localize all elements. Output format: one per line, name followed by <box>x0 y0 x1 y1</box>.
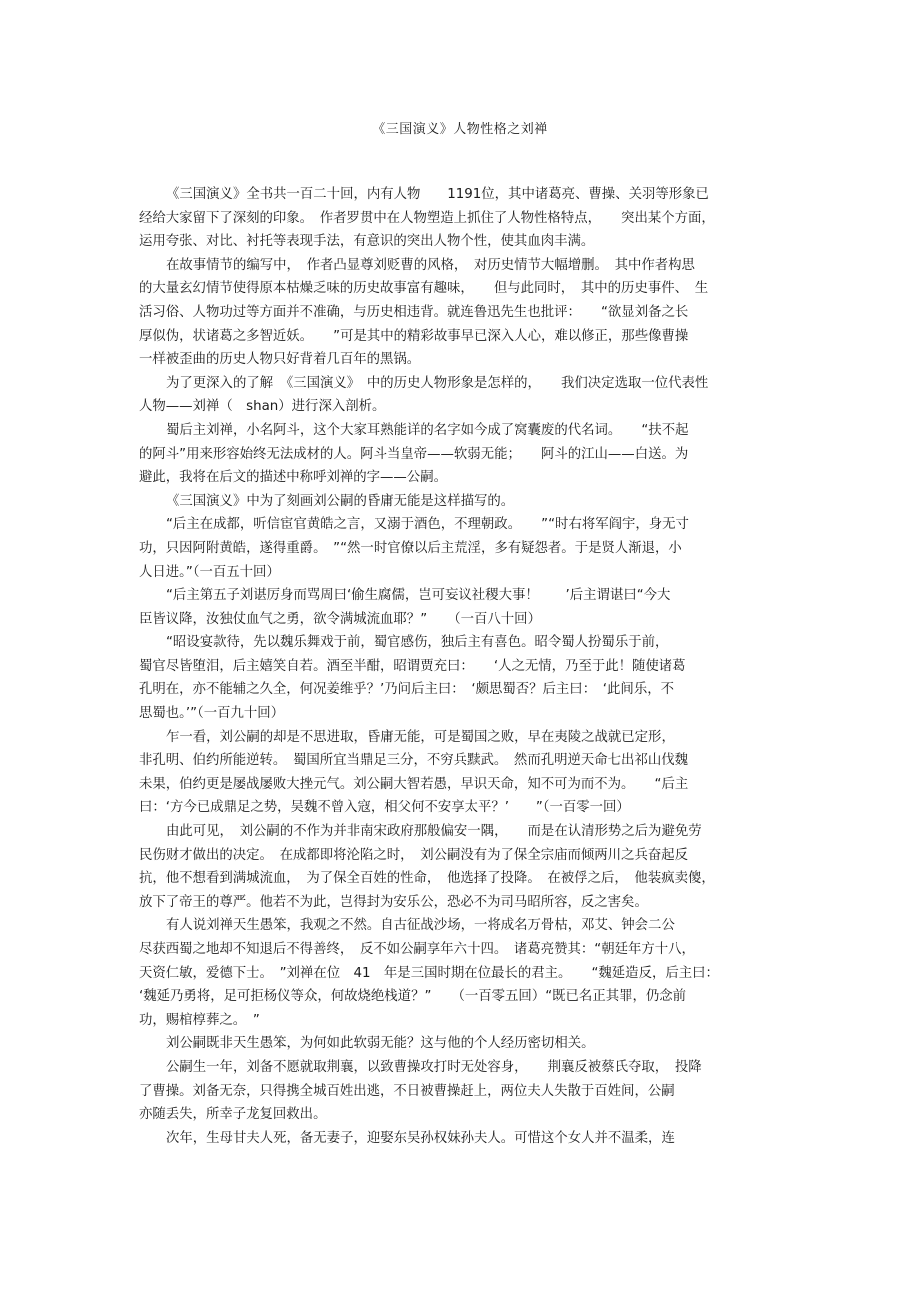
text-line: 的大量玄幻情节使得原本枯燥乏味的历史故事富有趣味， 但与此同时， 其中的历史事件、 生 <box>139 281 709 297</box>
text-line: 《三国演义》中为了刻画刘公嗣的昏庸无能是这样描写的。 <box>166 493 515 509</box>
text-line: 活习俗、人物功过等方面并不准确，与历史相违背。就连鲁迅先生也批评： “欲显刘备之长 <box>139 304 689 320</box>
text-line: 有人说刘禅天生愚笨，我观之不然。自古征战沙场，一将成名万骨枯，邓艾、钟会二公 <box>166 918 675 934</box>
document-title: 《三国演义》人物性格之刘禅 <box>372 122 548 137</box>
text-line: “后主在成都，听信宦官黄皓之言，又溺于酒色，不理朝政。 ”“时右将军阎宇，身无寸 <box>166 517 689 533</box>
text-line: 人物——刘禅（ shan）进行深入剖析。 <box>139 399 386 415</box>
text-line: 公嗣生一年，刘备不愿就取荆襄，以致曹操攻打时无处容身， 荆襄反被蔡氏夺取， 投降 <box>166 1059 702 1075</box>
text-line: 天资仁敏，爱德下士。 ”刘禅在位 41 年是三国时期在位最长的君主。 “魏延造反，后主曰： <box>139 965 719 981</box>
text-line: 抗，他不想看到满城流血， 为了保全百姓的性命， 他选择了投降。 在被俘之后， 他装疯卖傻， <box>139 871 715 887</box>
text-line: 放下了帝王的尊严。他若不为此，岂得封为安乐公，恐必不为司马昭所容，反之害矣。 <box>139 894 648 910</box>
text-line: 孔明在，亦不能辅之久全，何况姜维乎？’乃问后主曰： ‘颇思蜀否？后主曰： ‘此间乐，不 <box>139 682 674 698</box>
text-line: ‘魏延乃勇将，足可拒杨仪等众，何故烧绝栈道？” （一百零五回）“既已名正其罪，仍念前 <box>139 989 687 1005</box>
text-line: 未果，伯约更是屡战屡败大挫元气。刘公嗣大智若愚，早识天命，知不可为而不为。 “后主 <box>139 776 689 792</box>
text-line: 一样被歪曲的历史人物只好背着几百年的黑锅。 <box>139 352 421 368</box>
text-line: 运用夸张、对比、衬托等表现手法，有意识的突出人物个性，使其血肉丰满。 <box>139 234 595 250</box>
text-line: “后主第五子刘谌厉身而骂周曰‘偷生腐儒，岂可妄议社稷大事！ ’后主谓谌曰“今大 <box>166 588 671 604</box>
text-line: 民伤财才做出的决定。 在成都即将沦陷之时， 刘公嗣没有为了保全宗庙而倾两川之兵奋起反 <box>139 847 689 863</box>
text-line: 避此，我将在后文的描述中称呼刘禅的字——公嗣。 <box>139 470 447 486</box>
text-line: 刘公嗣既非天生愚笨，为何如此软弱无能？这与他的个人经历密切相关。 <box>166 1036 595 1052</box>
text-line: 在故事情节的编写中， 作者凸显尊刘贬曹的风格， 对历史情节大幅增删。 其中作者构思 <box>166 257 695 273</box>
text-line: 为了更深入的了解 《三国演义》 中的历史人物形象是怎样的， 我们决定选取一位代表性 <box>166 375 709 391</box>
text-line: “昭设宴款待，先以魏乐舞戏于前，蜀官感伤，独后主有喜色。昭令蜀人扮蜀乐于前， <box>166 635 669 651</box>
text-line: 曰：‘方今已成鼎足之势，吴魏不曾入寇，相父何不安享太平？’ ”（一百零一回） <box>139 800 630 816</box>
text-line: 《三国演义》全书共一百二十回，内有人物 1191位，其中诸葛亮、曹操、关羽等形象已 <box>166 187 709 202</box>
text-line: 思蜀也。’”（一百九十回） <box>139 706 285 722</box>
text-line: 乍一看，刘公嗣的却是不思进取，昏庸无能，可是蜀国之败，早在夷陵之战就已定形， <box>166 729 675 745</box>
text-line: 亦随丢失，所幸子龙复回救出。 <box>139 1107 327 1123</box>
text-line: 由此可见， 刘公嗣的不作为并非南宋政府那般偏安一隅， 而是在认清形势之后为避免劳 <box>166 824 702 840</box>
text-line: 功，只因阿附黄皓，遂得重爵。 ”“然一时官僚以后主荒淫，多有疑怨者。于是贤人渐退，小 <box>139 540 682 556</box>
text-line: 尽获西蜀之地却不知退后不得善终， 反不如公嗣享年六十四。 诸葛亮赞其：“朝廷年方十八， <box>139 942 695 957</box>
text-line: 的阿斗”用来形容始终无法成材的人。阿斗当皇帝——软弱无能； 阿斗的江山——白送。为 <box>139 446 689 462</box>
text-line: 功，赐棺椁葬之。 ” <box>139 1012 260 1028</box>
text-line: 蜀后主刘禅，小名阿斗，这个大家耳熟能详的名字如今成了窝囊废的代名词。 “扶不起 <box>166 422 689 438</box>
document-body <box>139 183 789 1150</box>
text-line: 了曹操。刘备无奈，只得携全城百姓出逃，不日被曹操赶上，两位夫人失散于百姓间，公嗣 <box>139 1083 675 1099</box>
text-line: 蜀官尽皆堕泪，后主嬉笑自若。酒至半酣，昭谓贾充曰： ‘人之无情，乃至于此！随使诸葛 <box>139 658 686 674</box>
text-line: 厚似伪，状诸葛之多智近妖。 ”可是其中的精彩故事早已深入人心，难以修正，那些像曹操 <box>139 328 689 344</box>
text-line: 臣皆议降，汝独仗血气之勇，欲令满城流血耶？” （一百八十回） <box>139 611 541 627</box>
text-line: 人日进。”（一百五十回） <box>139 564 280 580</box>
text-line: 非孔明、伯约所能逆转。 蜀国所宜当鼎足三分，不穷兵黩武。 然而孔明逆天命七出祁山伐魏 <box>139 753 689 769</box>
text-line: 经给大家留下了深刻的印象。 作者罗贯中在人物塑造上抓住了人物性格特点， 突出某个方面， <box>139 210 715 226</box>
text-line: 次年，生母甘夫人死，备无妻子，迎娶东吴孙权妹孙夫人。可惜这个女人并不温柔，连 <box>166 1130 675 1146</box>
